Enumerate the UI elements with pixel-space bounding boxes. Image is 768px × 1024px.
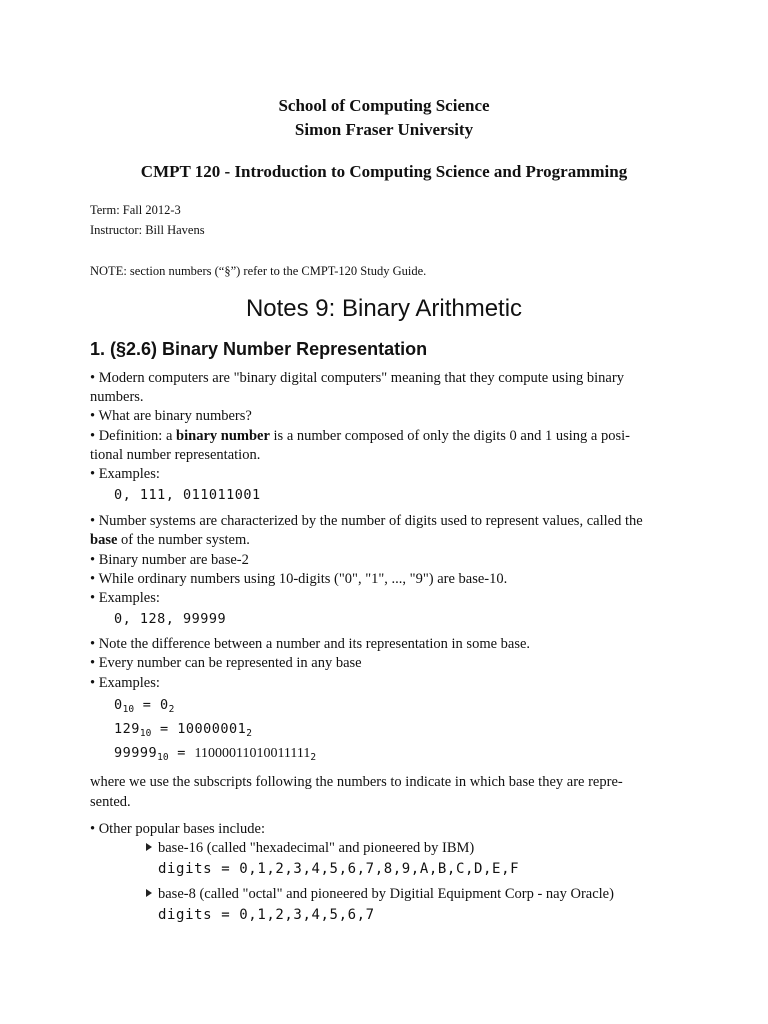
eq2-equals: = xyxy=(151,721,178,737)
definition-prefix: • Definition: a xyxy=(90,428,177,444)
bullet-examples-2: • Examples: xyxy=(90,590,160,606)
term-line: Term: Fall 2012-3 xyxy=(90,203,181,217)
eq2-lhs: 129 xyxy=(114,721,140,737)
base-8-label: base-8 (called "octal" and pioneered by Digitial Equipment Corp - nay Oracle) xyxy=(158,886,614,902)
bullet-examples-1: • Examples: xyxy=(90,466,160,482)
definition-suffix: is a number composed of only the digits 0 and 1 using a posi- xyxy=(269,428,630,444)
equation-99999 xyxy=(114,745,316,763)
school-name: School of Computing Science xyxy=(278,96,490,115)
eq1-lhs: 0 xyxy=(114,697,123,713)
bullet-other-bases: • Other popular bases include: xyxy=(90,821,265,837)
course-title: CMPT 120 - Introduction to Computing Science and Programming xyxy=(140,162,628,181)
eq1-rhs-base: 2 xyxy=(168,704,175,715)
example-binary-numbers: 0, 111, 011011001 xyxy=(114,487,261,503)
equation-zero xyxy=(114,697,174,715)
instructor-line: Instructor: Bill Havens xyxy=(90,223,205,237)
bullet-every-number: • Every number can be represented in any base xyxy=(90,655,362,671)
bullet-modern-computers: • Modern computers are "binary digital computers" meaning that they compute using binary xyxy=(90,370,624,386)
sub-bullet-base-8 xyxy=(146,886,614,903)
note-line: NOTE: section numbers (“§”) refer to the CMPT-120 Study Guide. xyxy=(90,264,427,278)
bullet-number-systems-cont xyxy=(90,531,250,550)
university-name: Simon Fraser University xyxy=(294,120,474,139)
base-term: base xyxy=(90,532,118,548)
subscript-explanation: where we use the subscripts following the numbers to indicate in which base they are repre- xyxy=(90,774,623,790)
eq3-equals: = xyxy=(168,745,195,761)
base-16-label: base-16 (called "hexadecimal" and pioneered by IBM) xyxy=(158,840,475,856)
base-suffix: of the number system. xyxy=(117,532,250,548)
octal-digits: digits = 0,1,2,3,4,5,6,7 xyxy=(158,907,375,923)
bullet-binary-base-2: • Binary number are base-2 xyxy=(90,552,249,568)
eq2-rhs: 10000001 xyxy=(177,721,247,737)
bullet-note-difference: • Note the difference between a number and its representation in some base. xyxy=(90,636,531,652)
hex-digits: digits = 0,1,2,3,4,5,6,7,8,9,A,B,C,D,E,F xyxy=(158,861,520,877)
section-heading: 1. (§2.6) Binary Number Representation xyxy=(90,339,428,359)
equation-129 xyxy=(114,721,252,739)
definition-term: binary number xyxy=(176,428,270,444)
bullet-number-systems: • Number systems are characterized by the number of digits used to represent values, called the xyxy=(90,513,643,529)
eq3-lhs-base: 10 xyxy=(157,752,169,763)
eq3-lhs: 99999 xyxy=(114,745,158,761)
eq1-rhs: 0 xyxy=(159,697,169,713)
bullet-examples-3: • Examples: xyxy=(90,675,160,691)
bullet-base-10: • While ordinary numbers using 10-digits ("0", "1", ..., "9") are base-10. xyxy=(90,571,508,587)
bullet-what-are-binary: • What are binary numbers? xyxy=(90,408,252,424)
eq1-lhs-base: 10 xyxy=(122,704,135,715)
page-title: Notes 9: Binary Arithmetic xyxy=(245,295,523,322)
subscript-explanation-cont: sented. xyxy=(90,794,131,810)
eq2-lhs-base: 10 xyxy=(139,728,152,739)
eq1-equals: = xyxy=(134,697,160,713)
bullet-modern-computers-cont: numbers. xyxy=(90,389,144,405)
eq2-rhs-base: 2 xyxy=(246,728,252,739)
eq3-rhs: 11000011010011111 xyxy=(194,746,311,761)
triangle-bullet-icon xyxy=(146,843,152,851)
sub-bullet-base-16 xyxy=(146,840,474,857)
bullet-definition-cont: tional number representation. xyxy=(90,447,261,463)
eq3-rhs-base: 2 xyxy=(310,752,317,763)
bullet-definition xyxy=(90,427,630,446)
example-decimal-numbers: 0, 128, 99999 xyxy=(114,611,227,627)
triangle-bullet-icon xyxy=(146,889,152,897)
